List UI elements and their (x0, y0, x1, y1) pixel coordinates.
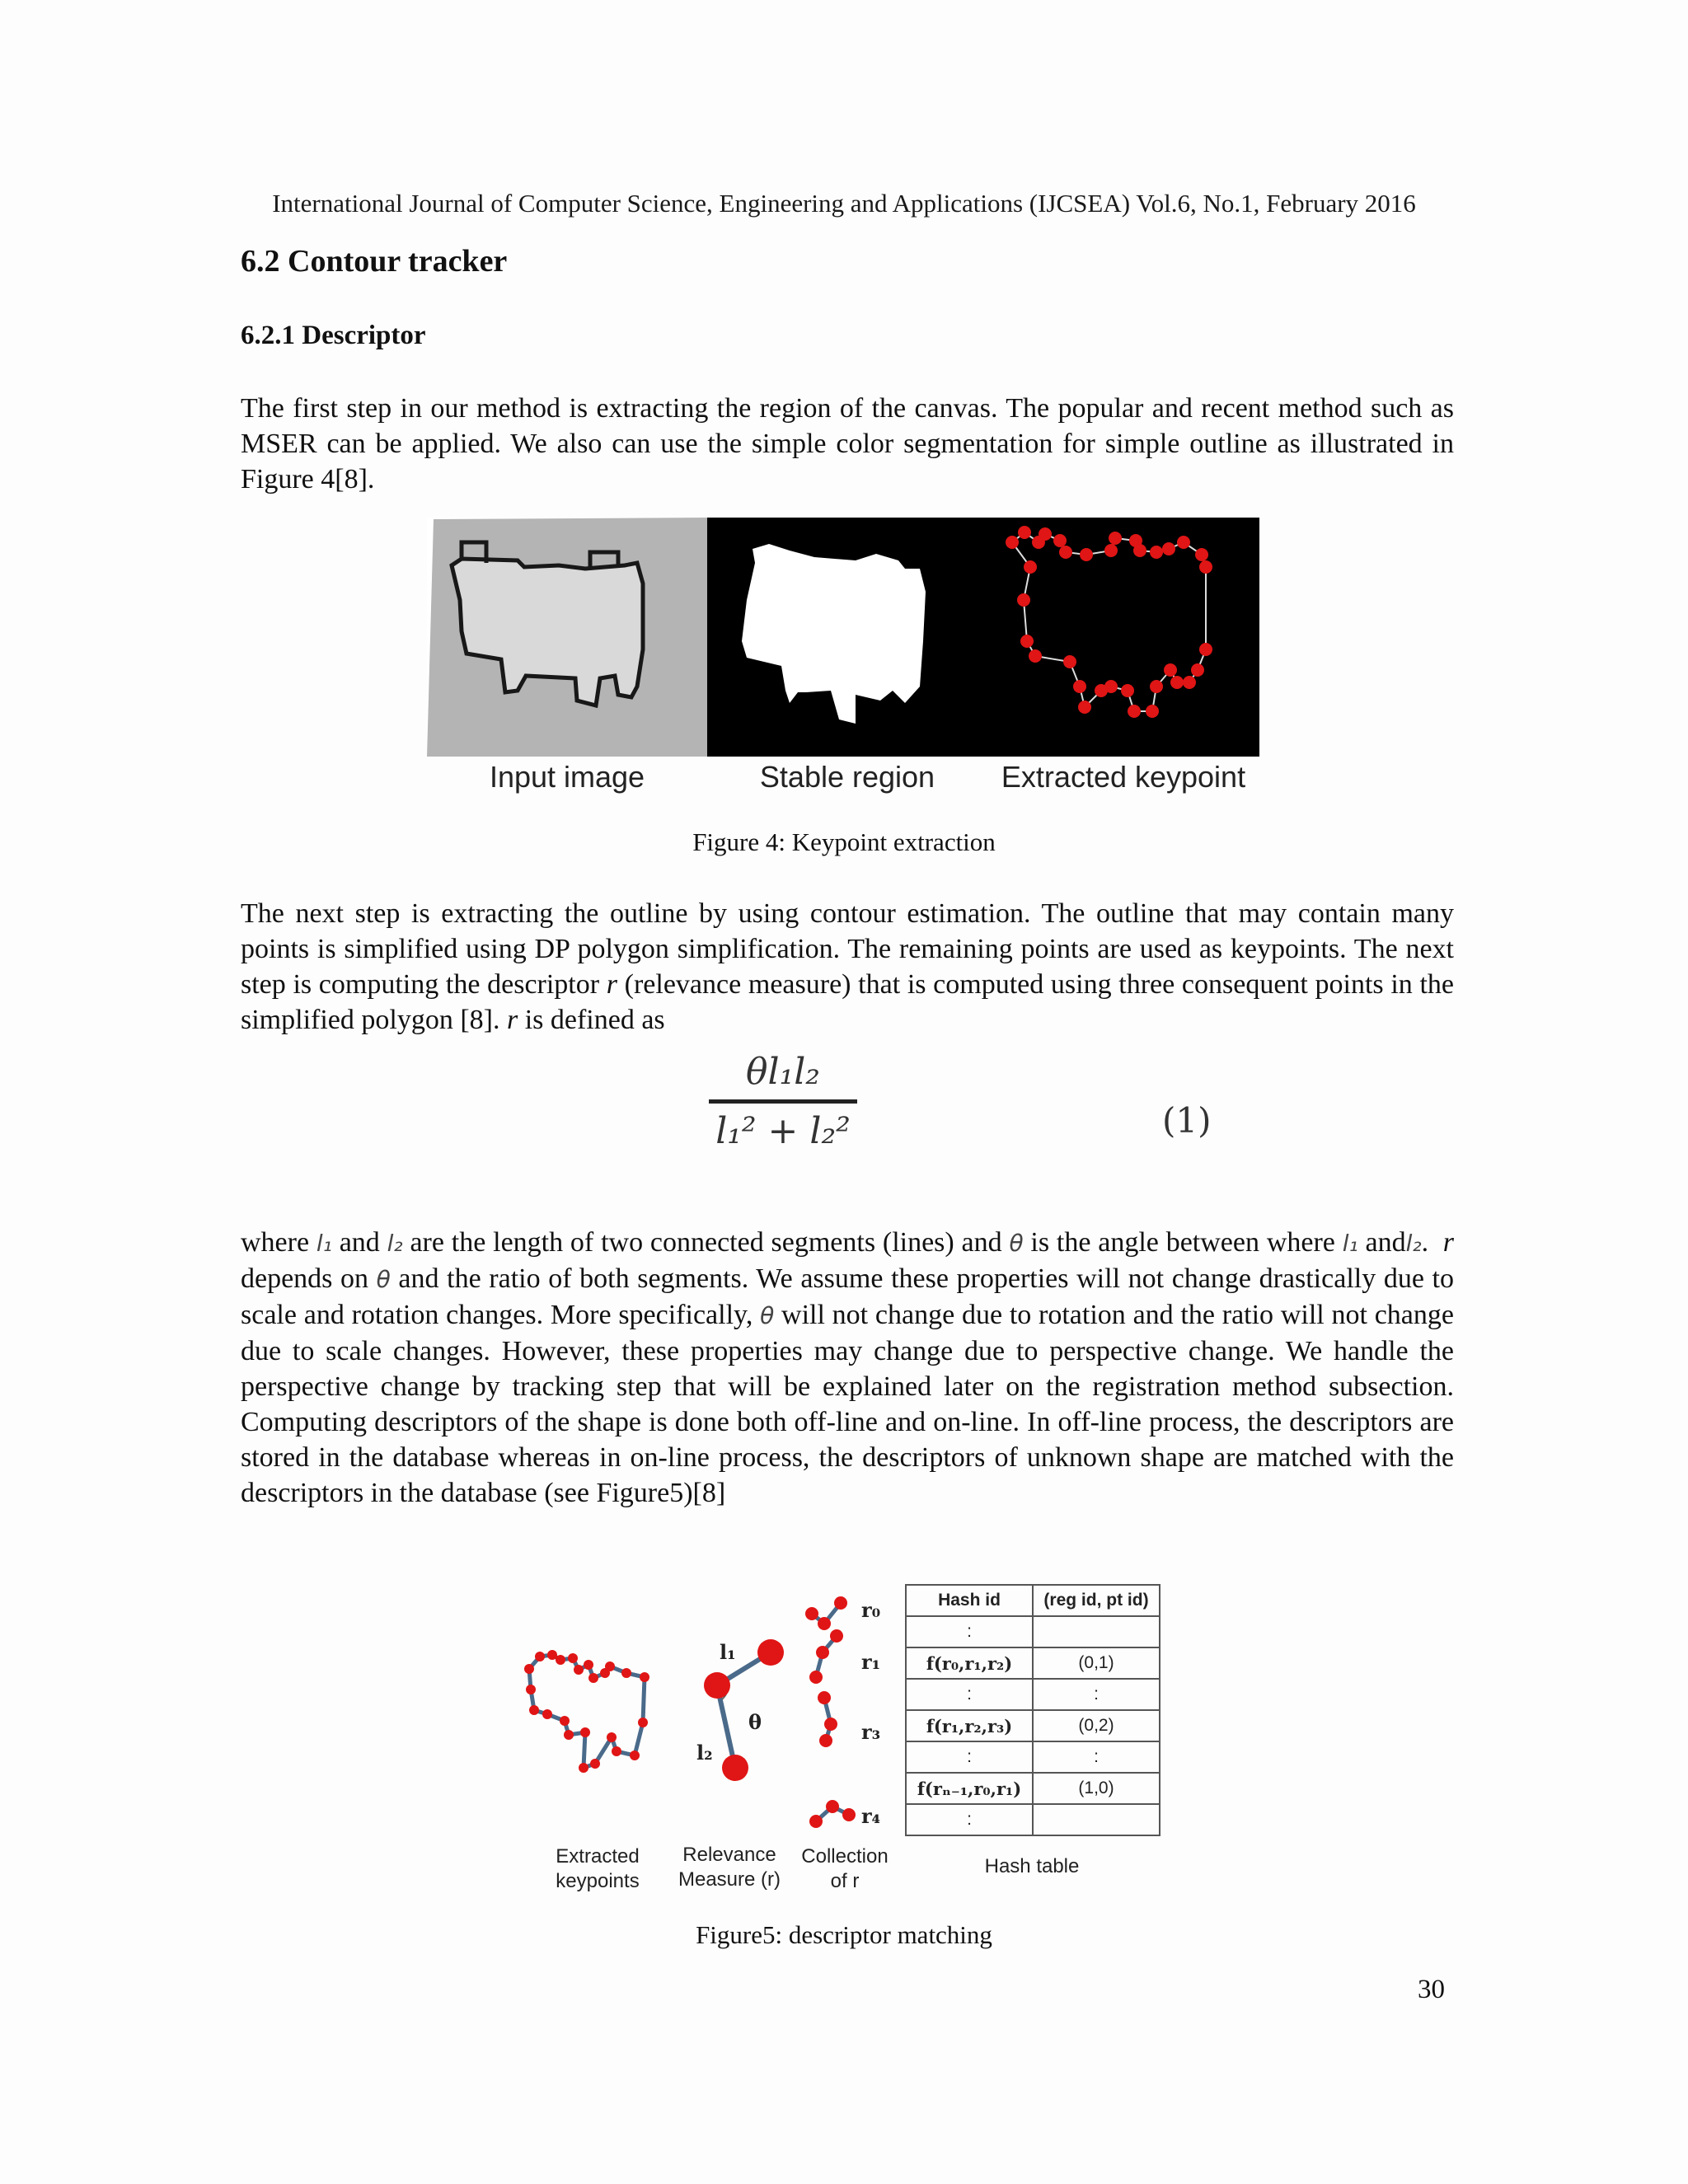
keypoint-dot (1162, 542, 1175, 555)
relevance-theta: θ (748, 1710, 762, 1734)
l2-symbol: l₂ (387, 1230, 403, 1257)
keypoint-dot (1199, 560, 1212, 574)
table-cell (1033, 1616, 1160, 1647)
relevance-l2: l₂ (696, 1741, 713, 1765)
keypoint-dot (1109, 532, 1122, 545)
keypoint-dot (612, 1746, 621, 1756)
keypoint-dot (542, 1709, 552, 1719)
hash-table (905, 1584, 1160, 1836)
p3-rest-2: will not change due to rotation and the ratio will not change due to scale changes. However, these properties may change due to perspective change. We handle the perspective change by tracking step that will be explained later on the registration method subsection. Computing descriptors of the shape is done both off-line and on-line. In off-line process, the descriptors are stored in the database whereas in on-line process, the descriptors of unknown shape are matched with the descriptors in the database (see Figure5)[8] (241, 1300, 1454, 1508)
l1-symbol: l₁ (1342, 1230, 1358, 1257)
keypoint-dot (535, 1652, 545, 1661)
table-cell: : (906, 1679, 1033, 1710)
label-relevance-measure (668, 1843, 791, 1892)
keypoint-dot (1170, 676, 1184, 689)
collection-r4: r₄ (861, 1804, 881, 1828)
keypoint-dot (1039, 527, 1052, 541)
keypoint-dot (588, 1673, 598, 1683)
p2-part-b: (relevance measure) that is computed using three consequent points in the simplified polygon [8]. (241, 969, 1454, 1035)
keypoint-dot (1080, 548, 1093, 561)
table-cell: (1,0) (1033, 1773, 1160, 1804)
page-number: 30 (1418, 1975, 1445, 2004)
collection-of-r (805, 1596, 856, 1828)
keypoint-dot (1128, 705, 1141, 718)
figure4-caption: Figure 4: Keypoint extraction (692, 827, 996, 856)
keypoint-dot (1177, 536, 1190, 549)
label-line: Relevance (682, 1844, 776, 1866)
keypoint-dot (1017, 593, 1030, 607)
theta-symbol: θ (760, 1302, 775, 1329)
keypoint-dot (1195, 548, 1208, 561)
p2-r-symbol-2: r (506, 1005, 518, 1035)
keypoint-dot (1150, 546, 1163, 559)
label-line: of r (830, 1870, 860, 1892)
figure5-diagram (519, 1591, 907, 1871)
keypoint-dot (1020, 635, 1034, 648)
keypoint-dot (1073, 680, 1086, 693)
keypoint-dot (524, 1664, 534, 1674)
keypoint-dot (1053, 534, 1067, 547)
keypoint-dot (1059, 546, 1072, 559)
p3-rest: and the ratio of both segments. We assume these properties will not change drastically due to scale and rotation changes. More specifically, (241, 1263, 1454, 1330)
hash-id-header: Hash id (906, 1585, 1033, 1616)
keypoint-dot (1024, 560, 1037, 574)
keypoint-dot (1121, 684, 1134, 697)
keypoint-dot (547, 1650, 557, 1660)
keypoint-dot (580, 1727, 590, 1737)
table-cell: : (906, 1804, 1033, 1835)
relevance-measure (704, 1639, 784, 1781)
table-row (906, 1616, 1160, 1647)
figure4-input-image (427, 518, 707, 757)
paragraph-2 (241, 896, 1454, 1038)
label-hash-table: Hash table (984, 1855, 1080, 1877)
label-line: keypoints (556, 1870, 640, 1892)
theta-symbol: θ (376, 1266, 391, 1293)
keypoint-dot (590, 1759, 600, 1769)
table-cell: : (1033, 1679, 1160, 1710)
subsection-title: 6.2.1 Descriptor (241, 321, 426, 350)
section-title: 6.2 Contour tracker (241, 244, 508, 279)
p2-part-a: The next step is extracting the outline by using contour estimation. The outline that may contain many points is simplified using DP polygon simplification. The remaining points are used as keypoints. The next step is computing the descriptor (241, 898, 1454, 1000)
hash-table-header (906, 1585, 1160, 1616)
paragraph-1-text: The first step in our method is extracting the region of the canvas. The popular and recent method such as MSER can be applied. We also can use the simple color segmentation for simple outline as illustrated in Figure 4[8]. (241, 393, 1454, 494)
table-cell: : (906, 1616, 1033, 1647)
keypoint-dot (638, 1718, 648, 1727)
paragraph-3 (241, 1225, 1454, 1511)
figure4-label-stable: Stable region (759, 760, 935, 794)
equation-numerator: θl₁l₂ (746, 1051, 820, 1093)
table-row (906, 1804, 1160, 1835)
equation-denominator: l₁² + l₂² (715, 1110, 851, 1152)
p3-and-2: and (1357, 1227, 1406, 1258)
keypoint-dot (621, 1668, 631, 1678)
label-line: Measure (r) (678, 1868, 781, 1891)
table-cell: f(rₙ₋₁,r₀,r₁) (906, 1773, 1033, 1804)
figure4-label-keypoint: Extracted keypoint (1001, 760, 1246, 794)
reg-pt-id-header: (reg id, pt id) (1033, 1585, 1160, 1616)
p3-r-symbol: r (1442, 1227, 1455, 1258)
p2-part-c: is defined as (518, 1005, 665, 1035)
p3-end-1: is the angle between (1023, 1227, 1259, 1258)
figure5-caption: Figure5: descriptor matching (696, 1920, 992, 1949)
figure4-extracted-keypoint (987, 518, 1259, 757)
keypoint-dot (579, 1763, 588, 1773)
keypoint-dot (640, 1672, 649, 1682)
table-row (906, 1710, 1160, 1741)
label-collection (791, 1844, 898, 1894)
keypoint-dot (1018, 526, 1031, 539)
table-cell: f(r₁,r₂,r₃) (906, 1710, 1033, 1741)
figure4-stable-region (707, 518, 987, 757)
fraction-bar (709, 1099, 857, 1104)
keypoint-dot (1164, 663, 1177, 677)
keypoint-dot (607, 1732, 617, 1742)
table-row (906, 1647, 1160, 1679)
table-cell: (0,1) (1033, 1647, 1160, 1679)
keypoint-dot (1029, 649, 1042, 663)
l1-symbol: l₁ (316, 1230, 332, 1257)
keypoint-dot (529, 1705, 539, 1715)
keypoint-dot (568, 1653, 578, 1663)
table-cell: (0,2) (1033, 1710, 1160, 1741)
keypoint-dot (1078, 701, 1091, 714)
table-cell (1033, 1804, 1160, 1835)
keypoint-dot (605, 1661, 615, 1671)
label-line: Collection (801, 1845, 889, 1868)
table-row (906, 1741, 1160, 1773)
keypoint-dot (1191, 663, 1204, 677)
journal-header: International Journal of Computer Science, Engineering and Applications (IJCSEA) Vol.6, No.1, February 2016 (272, 189, 1416, 218)
theta-symbol: θ (1009, 1230, 1024, 1257)
relevance-l1: l₁ (720, 1640, 736, 1664)
keypoint-dot (556, 1655, 565, 1665)
table-row (906, 1773, 1160, 1804)
l2-symbol: l₂ (1405, 1230, 1422, 1257)
keypoint-overlay (987, 518, 1259, 757)
collection-r0: r₀ (861, 1598, 881, 1622)
paragraph-1 (241, 391, 1454, 497)
collection-r3: r₃ (861, 1720, 881, 1744)
keypoint-dot (1183, 676, 1196, 689)
table-cell: f(r₀,r₁,r₂) (906, 1647, 1033, 1679)
keypoint-dot (1095, 684, 1108, 697)
keypoint-dot (1063, 655, 1076, 668)
keypoint-dot (630, 1750, 640, 1760)
equation-number: (1) (1162, 1100, 1212, 1141)
label-extracted-keypoints (528, 1844, 668, 1894)
equation-1 (709, 1051, 857, 1152)
p2-r-symbol: r (606, 969, 617, 1000)
p3-where-1: where (241, 1227, 316, 1258)
table-cell: : (1033, 1741, 1160, 1773)
p3-depends: depends on (241, 1263, 377, 1294)
p3-and-1: and (331, 1227, 387, 1258)
keypoint-dot (1104, 544, 1118, 557)
p3-mid-1: are the length of two connected segments (lines) and (402, 1227, 1010, 1258)
keypoint-dot (1150, 680, 1163, 693)
keypoint-dot (1006, 536, 1019, 549)
table-row (906, 1679, 1160, 1710)
paragraph-2-text (241, 896, 1454, 1038)
collection-r1: r₁ (861, 1650, 881, 1674)
keypoint-dot (574, 1665, 584, 1675)
keypoint-dot (1199, 643, 1212, 656)
keypoint-dot (1146, 705, 1159, 718)
paragraph-3-text: where l₁ and l₂ are the length of two connected segments (lines) and θ is the angle between where l₁ andl₂. r depends on θ and the ratio of both segments. We assume these properties will not change drastically due to scale and rotation changes. More specifically, θ will not change due to rotation and the ratio will not change due to scale changes. However, these properties may change due to perspective change. We handle the perspective change by tracking step that will be explained later on the registration method subsection. Computing descriptors of the shape is done both off-line and on-line. In off-line process, the descriptors are stored in the database whereas in on-line process, the descriptors of unknown shape are matched with the descriptors in the database (see Figure5)[8] (241, 1227, 1455, 1508)
keypoint-dot (1133, 544, 1146, 557)
keypoint-dot (584, 1660, 593, 1670)
label-line: Extracted (556, 1845, 640, 1868)
keypoint-dot (560, 1716, 570, 1726)
figure4-label-input: Input image (489, 760, 645, 794)
table-cell: : (906, 1741, 1033, 1773)
p3-where-2: where (1266, 1227, 1343, 1258)
keypoint-dot (526, 1685, 536, 1694)
keypoint-dot (564, 1730, 574, 1740)
